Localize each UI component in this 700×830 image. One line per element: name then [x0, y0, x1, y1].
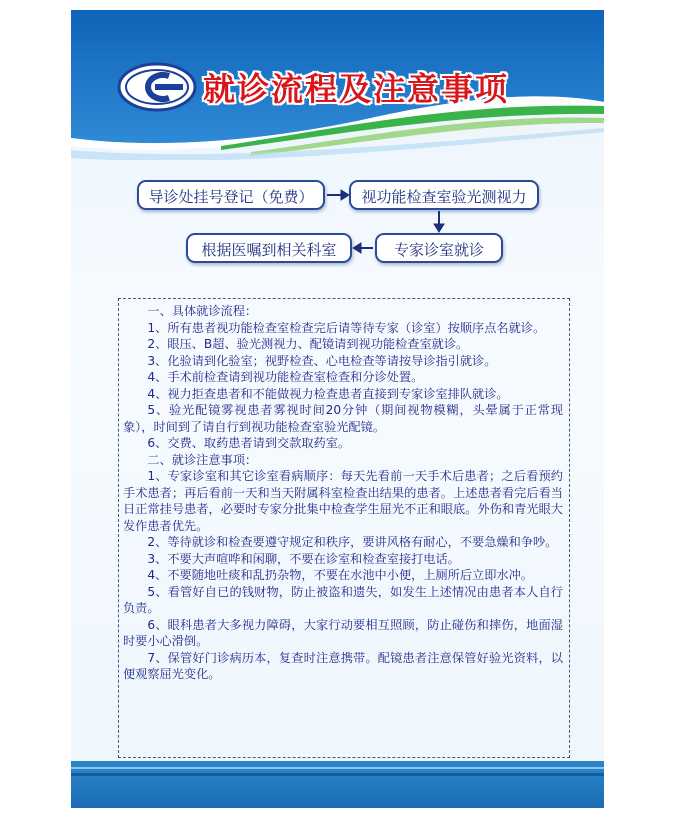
- flow-step-department: 根据医嘱到相关科室: [186, 233, 352, 263]
- section-heading: 二、就诊注意事项：: [147, 452, 258, 467]
- paragraph: 4、视力拒查患者和不能做视力检查患者直接到专家诊室排队就诊。: [147, 386, 509, 401]
- arrow-down-icon: [434, 211, 444, 232]
- paragraph: 2、等待就诊和检查要遵守规定和秩序，要讲风格有耐心，不要急燥和争吵。: [147, 535, 558, 549]
- paragraph: 3、不要大声喧哗和闲聊，不要在诊室和检查室接打电话。: [147, 551, 460, 566]
- arrow-left-icon: [353, 243, 373, 253]
- flow-step-vision-check: 视功能检查室验光测视力: [349, 180, 539, 210]
- section-heading: 一、具体就诊流程：: [147, 304, 258, 318]
- paragraph: 6、交费、取药患者请到交款取药室。: [147, 436, 351, 450]
- footer-stripe: [71, 767, 604, 769]
- paragraph: 5、看管好自已的钱财物，防止被盗和遗失，如发生上述情况由患者本人自行负责。: [123, 584, 563, 615]
- clinic-logo-icon: [117, 62, 197, 112]
- paragraph: 4、手术前检查请到视功能检查室检查和分诊处置。: [147, 370, 424, 384]
- paragraph: 1、所有患者视功能检查室检查完后请等待专家（诊室）按顺序点名就诊。: [147, 320, 546, 335]
- paragraph: 2、眼压、B超、验光测视力、配镜请到视功能检查室就诊。: [147, 337, 469, 351]
- paragraph: 1、专家诊室和其它诊室看病顺序：每天先看前一天手术后患者；之后看预约手术患者；再后看前一天和当天附属科室检查出结果的患者。上述患者看完后看当日正常挂号患者，必要时专家分批集中检查学生屈光不正和眼底。外伤和青光眼大发作患者优先。: [123, 469, 563, 533]
- footer-stripe: [71, 773, 604, 776]
- paragraph: 3、化验请到化验室；视野检查、心电检查等请按导诊指引就诊。: [147, 353, 497, 368]
- poster: [71, 10, 604, 808]
- page-title: 就诊流程及注意事项: [203, 70, 510, 108]
- flow-step-expert-clinic: 专家诊室就诊: [375, 233, 503, 263]
- instructions-box: [118, 298, 570, 758]
- flow-step-registration: 导诊处挂号登记（免费）: [137, 180, 325, 210]
- arrow-right-icon: [327, 190, 349, 200]
- paragraph: 6、眼科患者大多视力障碍，大家行动要相互照顾，防止碰伤和摔伤，地面湿时要小心滑倒。: [123, 617, 563, 648]
- paragraph: 7、保管好门诊病历本，复查时注意携带。配镜患者注意保管好验光资料，以便观察屈光变化。: [123, 650, 563, 681]
- paragraph: 5、验光配镜雾视患者雾视时间20分钟（期间视物模糊，头晕属于正常现象），时间到了请自行到视功能检查室验光配镜。: [123, 403, 563, 434]
- paragraph: 4、不要随地吐痰和乱扔杂物，不要在水池中小便，上厕所后立即水冲。: [147, 568, 533, 582]
